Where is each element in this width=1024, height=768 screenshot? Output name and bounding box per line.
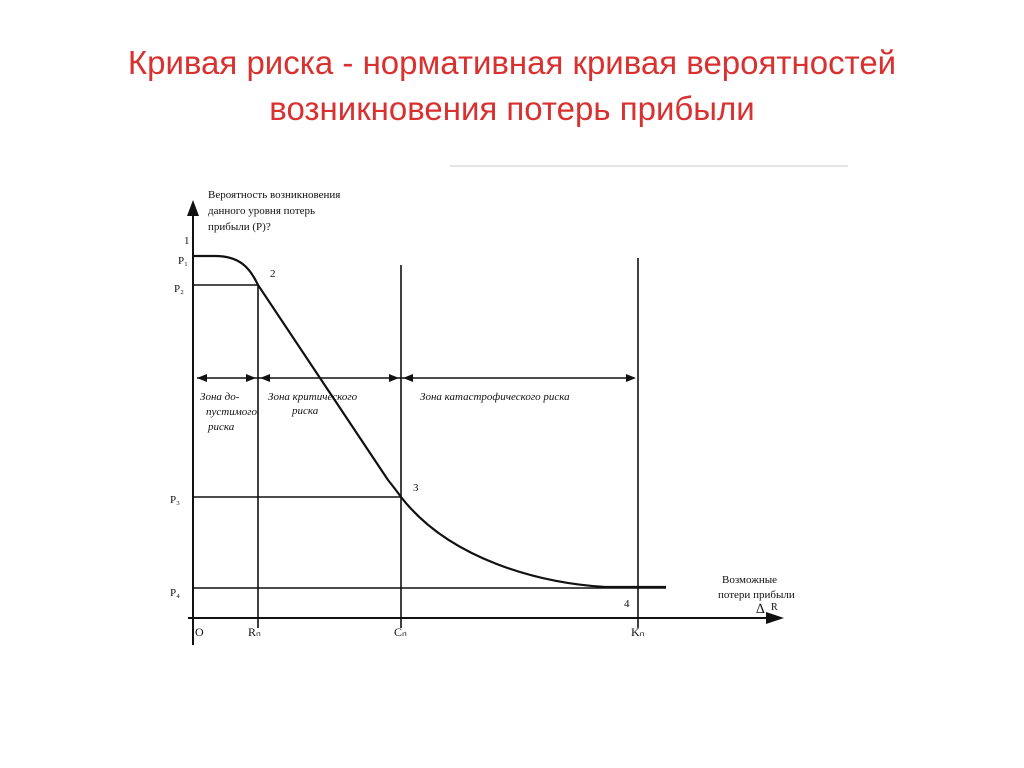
y-axis-label-line-2: данного уровня потерь: [208, 205, 316, 217]
zone-admissible-line-1: Зона до-: [200, 391, 240, 403]
y-tick-p2: P₂: [174, 283, 184, 295]
zone-arrow-kn-right: [626, 374, 636, 382]
x-axis-label-line-1: Возможные: [722, 574, 777, 586]
y-tick-p3: P₃: [170, 494, 180, 506]
zone-critical-line-2: риска: [292, 405, 319, 417]
y-tick-p4: P₄: [170, 587, 180, 599]
x-tick-origin: O: [195, 625, 204, 639]
zone-arrow-cn-left: [389, 374, 399, 382]
zone-arrow-cn-right: [403, 374, 413, 382]
x-axis-label-line-2: потери прибыли: [718, 589, 795, 601]
x-tick-cn: Cₙ: [394, 625, 407, 639]
x-axis-symbol-r: R: [771, 602, 778, 613]
y-tick-p1: P₁: [178, 255, 188, 267]
zone-admissible-line-2: пустимого: [206, 406, 258, 418]
x-tick-kn: Kₙ: [631, 625, 645, 639]
zone-arrow-left-1: [197, 374, 207, 382]
y-tick-1: 1: [184, 235, 190, 247]
zone-arrow-rn-right: [260, 374, 270, 382]
title-line-2: возникновения потерь прибыли: [269, 90, 755, 127]
zone-arrow-rn-left: [246, 374, 256, 382]
point-3-label: 3: [413, 482, 419, 494]
zone-admissible-line-3: риска: [208, 421, 235, 433]
y-axis-label-line-3: прибыли (P)?: [208, 221, 271, 233]
zone-critical-line-1: Зона критического: [268, 391, 358, 403]
delta-symbol: ∆: [756, 602, 765, 617]
y-axis-label-line-1: Вероятность возникновения: [208, 189, 341, 201]
zone-catastrophic-label: Зона катастрофического риска: [420, 391, 570, 403]
point-2-label: 2: [270, 268, 276, 280]
x-axis-arrow: [766, 612, 784, 624]
x-tick-rn: Rₙ: [248, 625, 261, 639]
y-axis-arrow: [187, 200, 199, 216]
title-line-1: Кривая риска - нормативная кривая вероятностей: [127, 44, 897, 81]
point-4-label: 4: [624, 598, 630, 610]
risk-curve: [193, 256, 666, 587]
